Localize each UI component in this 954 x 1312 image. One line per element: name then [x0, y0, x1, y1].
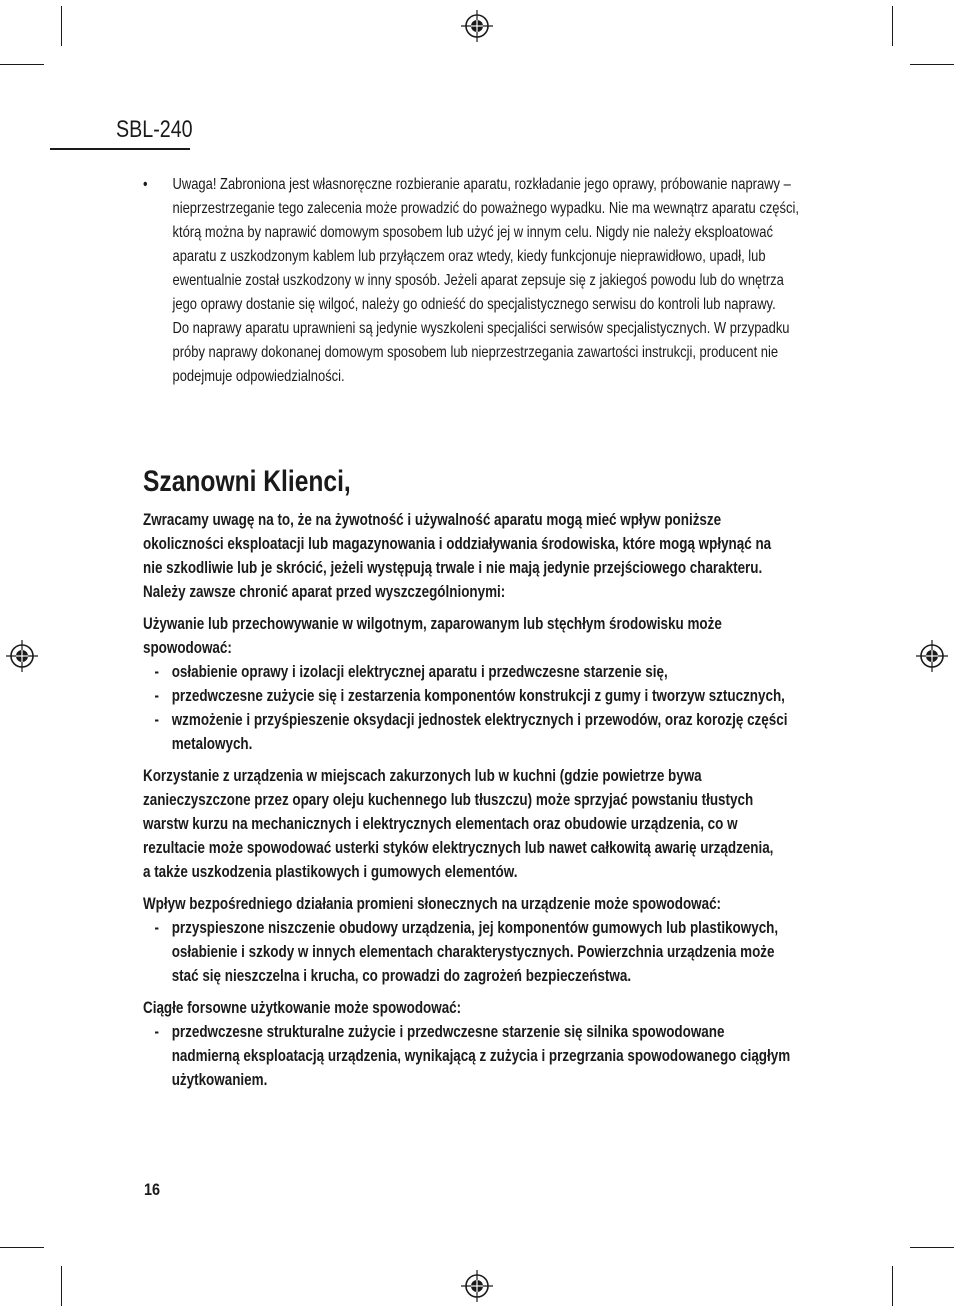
- page-number: 16: [144, 1180, 161, 1199]
- header-rule: [50, 148, 190, 150]
- text-line: przedwczesne zużycie się i zestarzenia komponentów konstrukcji z gumy i tworzyw sztucznych,: [171, 687, 785, 705]
- kitchen-paragraph: [143, 764, 840, 884]
- sun-paragraph: [143, 892, 840, 916]
- main-body: [143, 508, 840, 1100]
- list-item: [143, 1020, 840, 1092]
- text-line: nieprzestrzeganie tego zalecenia może prowadzić do poważnego wypadku. Nie ma wewnątrz aparatu części,: [172, 200, 799, 217]
- text-line: nadmierną eksploatacją urządzenia, wynikającą z zużycia i przegrzania spowodowanego ciągłym: [171, 1047, 791, 1065]
- text-line: jego oprawy dostanie się wilgoć, należy go odnieść do specjalistycznego serwisu do kontroli lub naprawy.: [172, 296, 776, 313]
- text-line: Korzystanie z urządzenia w miejscach zakurzonych lub w kuchni (gdzie powietrze bywa: [143, 767, 702, 785]
- crop-mark-bottom-right-v: [892, 1266, 893, 1306]
- text-line: przyspieszone niszczenie obudowy urządzenia, jej komponentów gumowych lub plastikowych,: [171, 919, 779, 937]
- registration-mark-icon: [5, 639, 39, 673]
- crop-mark-bottom-left-h: [0, 1247, 44, 1248]
- text-line: spowodować:: [143, 639, 232, 657]
- text-line: przedwczesne strukturalne zużycie i przedwczesne starzenie się silnika spowodowane: [171, 1023, 725, 1041]
- text-line: warstw kurzu na mechanicznych i elektrycznych elementach oraz obudowie urządzenia, co w: [143, 815, 738, 833]
- crop-mark-bottom-right-h: [910, 1247, 954, 1248]
- text-line: okoliczności eksploatacji lub magazynowania i oddziaływania środowiska, które mogą wpłynąć na: [143, 535, 772, 553]
- crop-mark-top-left-v: [61, 6, 62, 46]
- text-line: rezultacie może spowodować usterki styków elektrycznych lub nawet całkowitą awarię urządzenia,: [143, 839, 774, 857]
- list-item: [143, 660, 840, 684]
- bullet: •: [143, 176, 148, 193]
- dash: -: [154, 711, 159, 729]
- list-item: [143, 708, 840, 756]
- warning-section: [143, 173, 840, 389]
- text-line: próby naprawy dokonanej domowym sposobem lub nieprzestrzegania zawartości instrukcji, producent nie: [172, 344, 779, 361]
- intro-paragraph: [143, 508, 840, 604]
- dash: -: [154, 1023, 159, 1041]
- text-line: użytkowaniem.: [171, 1071, 268, 1089]
- text-line: osłabienie i szkody w innych elementach charakterystycznych. Powierzchnia urządzenia może: [171, 943, 775, 961]
- text-line: aparatu z uszkodzonym kablem lub przyłączem oraz wtedy, kiedy funkcjonuje nieprawidłowo, upadł, lub: [172, 248, 766, 265]
- crop-mark-top-right-h: [910, 64, 954, 65]
- text-line: Zwracamy uwagę na to, że na żywotność i używalność aparatu mogą mieć wpływ poniższe: [143, 511, 722, 529]
- registration-mark-icon: [460, 1269, 494, 1303]
- continuous-use-list: [143, 1020, 840, 1092]
- dash: -: [154, 919, 159, 937]
- text-line: stać się nieszczelna i krucha, co prowadzi do zagrożeń bezpieczeństwa.: [171, 967, 632, 985]
- text-line: zanieczyszczone przez opary oleju kuchennego lub tłuszczu) może sprzyjać powstaniu tłustych: [143, 791, 754, 809]
- text-line: ewentualnie został uszkodzony w inny sposób. Jeżeli aparat zepsuje się z jakiegoś powodu lub do wnętrza: [172, 272, 784, 289]
- crop-mark-top-left-h: [0, 64, 44, 65]
- humidity-list: [143, 660, 840, 756]
- text-line: Uwaga! Zabroniona jest własnoręczne rozbieranie aparatu, rozkładanie jego oprawy, próbowanie naprawy –: [172, 176, 791, 193]
- list-item: [143, 684, 840, 708]
- text-line: metalowych.: [171, 735, 253, 753]
- registration-mark-icon: [460, 9, 494, 43]
- crop-mark-top-right-v: [892, 6, 893, 46]
- humidity-paragraph: [143, 612, 840, 660]
- registration-mark-icon: [915, 639, 949, 673]
- warning-text: [173, 173, 840, 389]
- dash: -: [154, 687, 159, 705]
- text-line: Do naprawy aparatu uprawnieni są jedynie wyszkoleni specjaliści serwisów specjalistycznych. W przypadku: [172, 320, 790, 337]
- text-line: osłabienie oprawy i izolacji elektrycznej aparatu i przedwczesne starzenie się,: [171, 663, 668, 681]
- text-line: a także uszkodzenia plastikowych i gumowych elementów.: [143, 863, 518, 881]
- list-item: [143, 916, 840, 988]
- text-line: Należy zawsze chronić aparat przed wyszczególnionymi:: [143, 583, 506, 601]
- text-line: podejmuje odpowiedzialności.: [172, 368, 345, 385]
- text-line: wzmożenie i przyśpieszenie oksydacji jednostek elektrycznych i przewodów, oraz korozję części: [171, 711, 788, 729]
- section-heading: Szanowni Klienci,: [143, 465, 351, 498]
- dash: -: [154, 663, 159, 681]
- model-name: SBL-240: [116, 116, 193, 143]
- continuous-use-paragraph: [143, 996, 840, 1020]
- text-line: którą można by naprawić domowym sposobem lub użyć jej w innym celu. Nigdy nie należy eksploatować: [172, 224, 773, 241]
- sun-list: [143, 916, 840, 988]
- text-line: Używanie lub przechowywanie w wilgotnym, zaparowanym lub stęchłym środowisku może: [143, 615, 722, 633]
- crop-mark-bottom-left-v: [61, 1266, 62, 1306]
- text-line: nie szkodliwie lub je skrócić, jeżeli występują trwale i nie mają jedynie przejściowego charakteru.: [143, 559, 763, 577]
- text-line: Wpływ bezpośredniego działania promieni słonecznych na urządzenie może spowodować:: [143, 895, 722, 913]
- text-line: Ciągłe forsowne użytkowanie może spowodować:: [143, 999, 462, 1017]
